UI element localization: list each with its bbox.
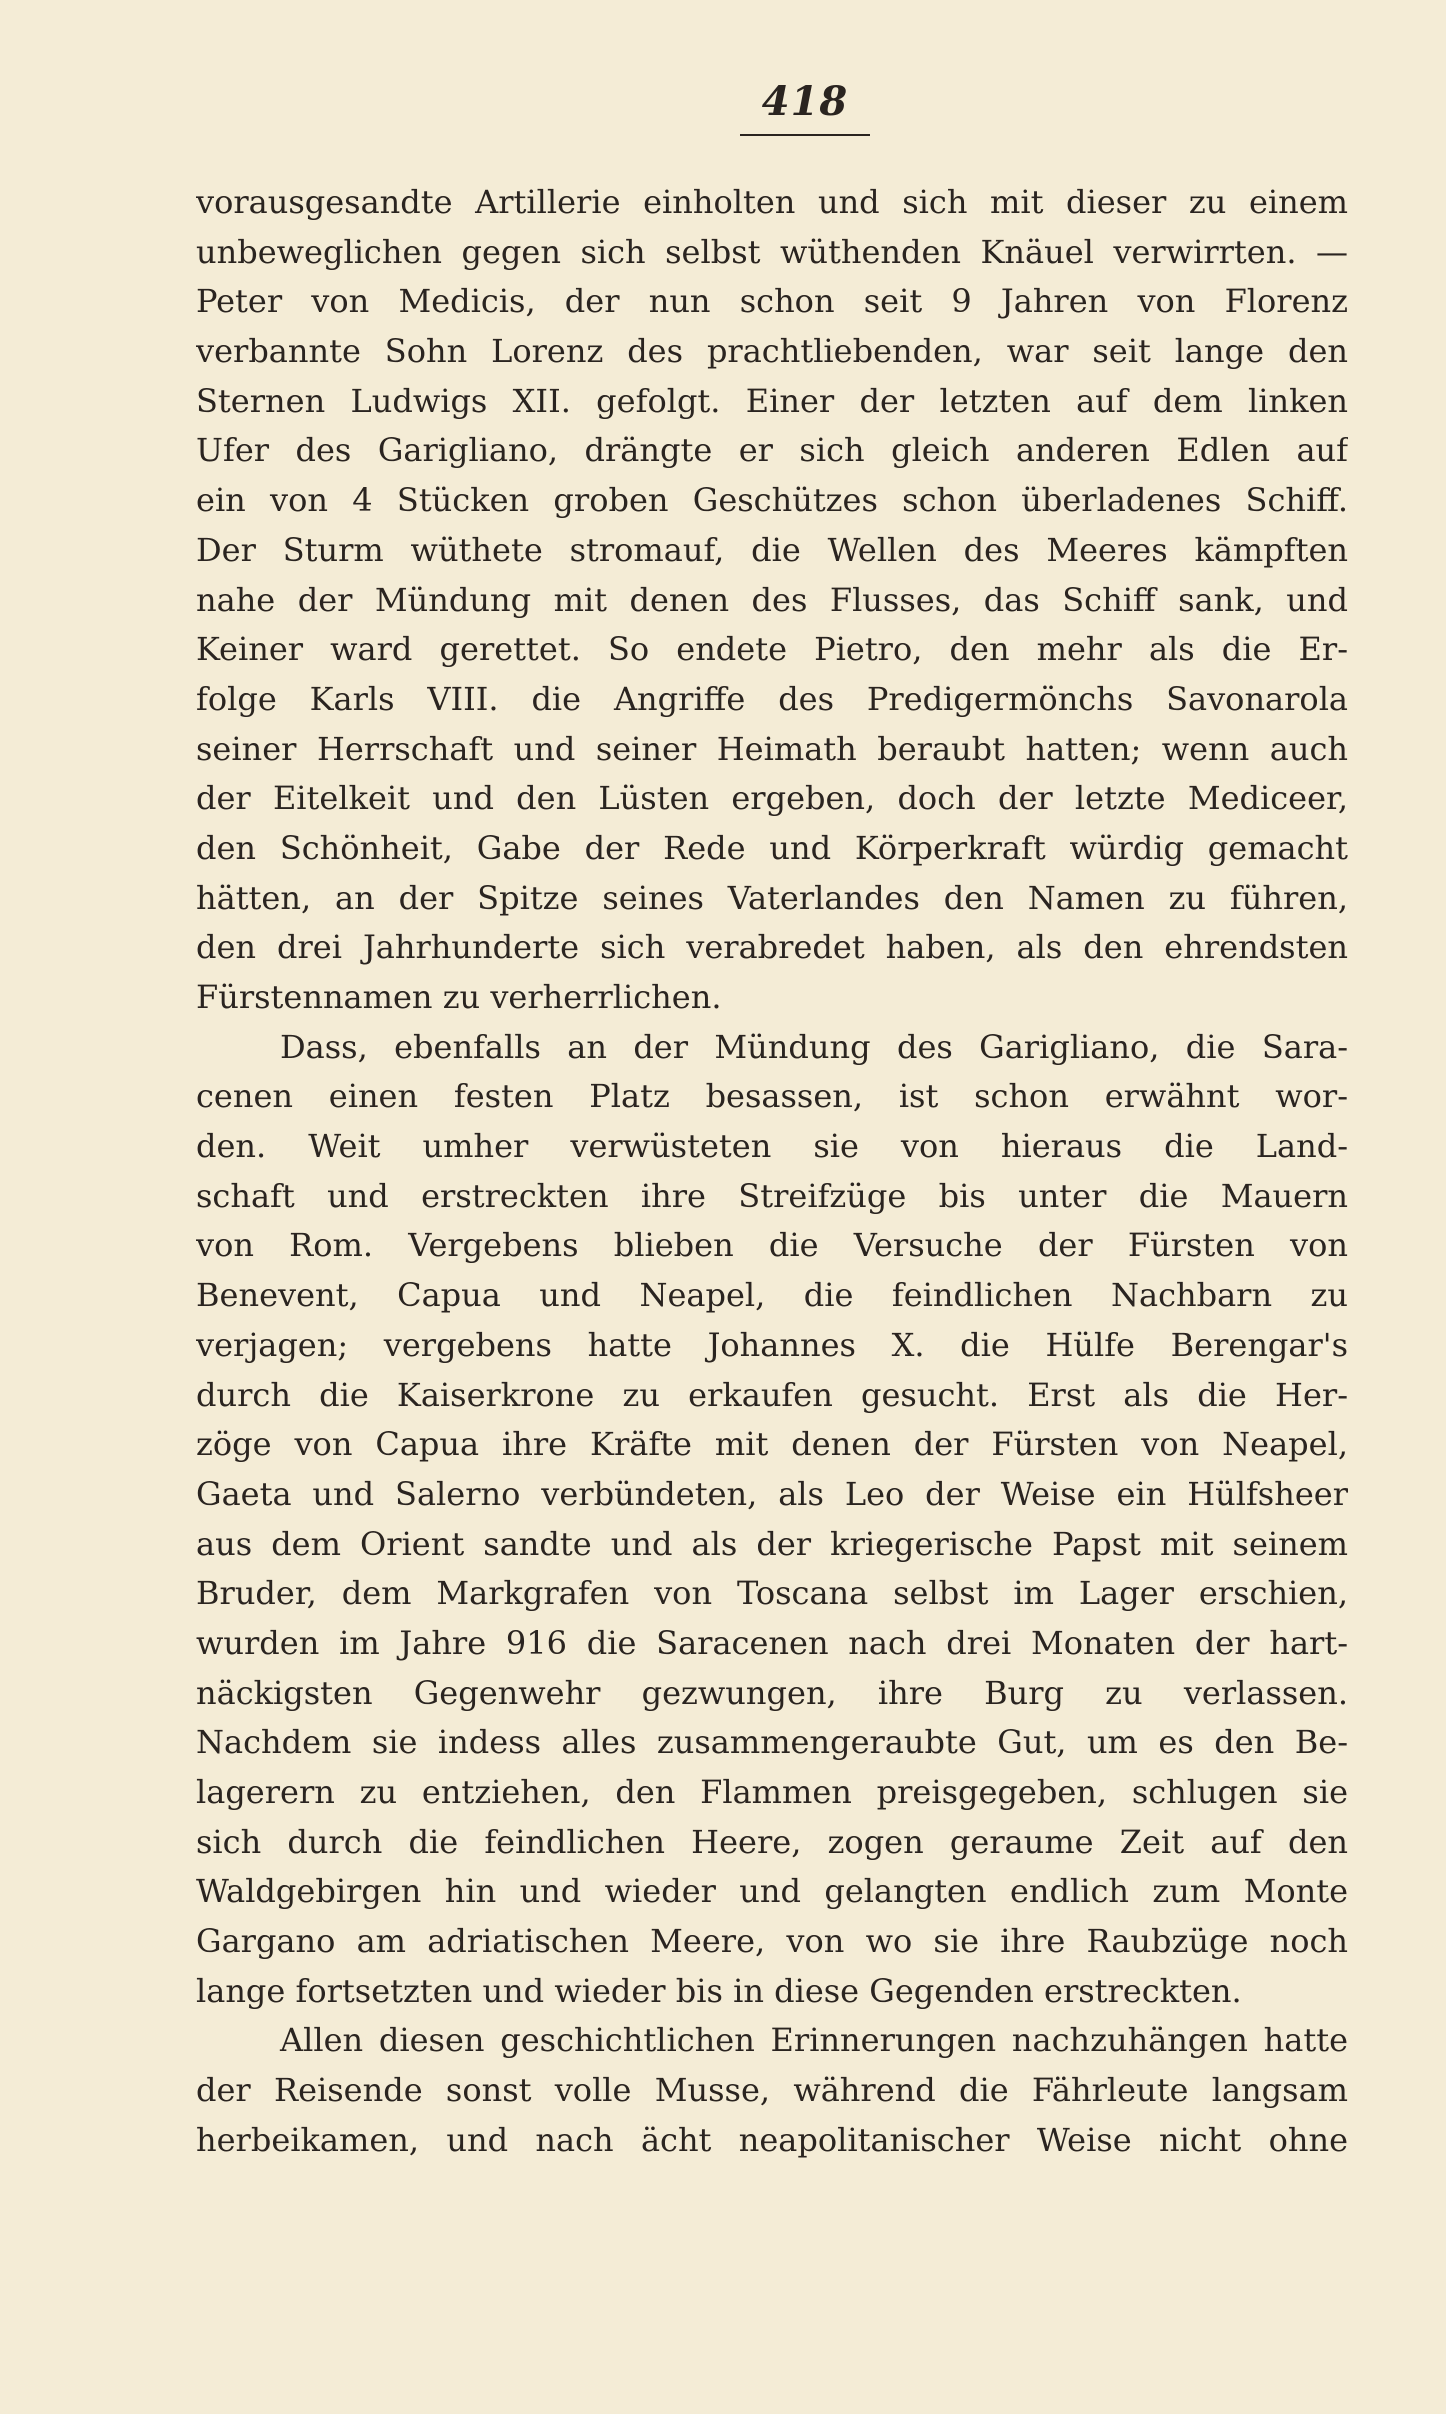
text-line: Benevent, Capua und Neapel, die feindlichen Nachbarn zu <box>196 1276 1348 1315</box>
text-line: Gargano am adriatischen Meere, von wo sie ihre Raubzüge noch <box>196 1922 1348 1961</box>
text-line: Gaeta und Salerno verbündeten, als Leo der Weise ein Hülfsheer <box>196 1474 1348 1513</box>
text-line: näckigsten Gegenwehr gezwungen, ihre Burg zu verlassen. <box>196 1673 1348 1712</box>
paragraph-start-line: Dass, ebenfalls an der Mündung des Garigliano, die Sara- <box>280 1027 1348 1066</box>
text-line: den drei Jahrhunderte sich verabredet haben, als den ehrendsten <box>196 928 1348 967</box>
text-line: Bruder, dem Markgrafen von Toscana selbst im Lager erschien, <box>196 1574 1348 1613</box>
text-line: ein von 4 Stücken groben Geschützes schon überladenes Schiff. <box>196 481 1348 520</box>
text-line: Peter von Medicis, der nun schon seit 9 Jahren von Florenz <box>196 282 1348 321</box>
text-line: Nachdem sie indess alles zusammengeraubte Gut, um es den Be- <box>196 1723 1348 1762</box>
text-line: hätten, an der Spitze seines Vaterlandes den Namen zu führen, <box>196 878 1348 917</box>
page-header <box>740 78 870 136</box>
text-line: sich durch die feindlichen Heere, zogen geraume Zeit auf den <box>196 1822 1348 1861</box>
text-line: aus dem Orient sandte und als der kriegerische Papst mit seinem <box>196 1524 1348 1563</box>
text-line: seiner Herrschaft und seiner Heimath beraubt hatten; wenn auch <box>196 729 1348 768</box>
text-line: Ufer des Garigliano, drängte er sich gleich anderen Edlen auf <box>196 431 1348 470</box>
text-line: schaft und erstreckten ihre Streifzüge bis unter die Mauern <box>196 1176 1348 1215</box>
text-line: Keiner ward gerettet. So endete Pietro, den mehr als die Er- <box>196 630 1348 669</box>
text-line: vorausgesandte Artillerie einholten und sich mit dieser zu einem <box>196 183 1348 221</box>
text-line: den. Weit umher verwüsteten sie von hieraus die Land- <box>196 1127 1348 1166</box>
page-number: 418 <box>761 78 849 125</box>
text-line: lagerern zu entziehen, den Flammen preisgegeben, schlugen sie <box>196 1773 1348 1811</box>
text-line: Der Sturm wüthete stromauf, die Wellen des Meeres kämpften <box>196 530 1348 569</box>
text-line: zöge von Capua ihre Kräfte mit denen der Fürsten von Neapel, <box>196 1425 1348 1464</box>
text-line: der Eitelkeit und den Lüsten ergeben, doch der letzte Mediceer, <box>196 779 1348 818</box>
text-line: cenen einen festen Platz besassen, ist schon erwähnt wor- <box>196 1077 1348 1116</box>
text-line: folge Karls VIII. die Angriffe des Predigermönchs Savonarola <box>196 679 1348 718</box>
text-line: Sternen Ludwigs XII. gefolgt. Einer der letzten auf dem linken <box>196 381 1348 420</box>
paragraph-end-line: Fürstennamen zu verherrlichen. <box>196 978 722 1016</box>
header-rule <box>740 134 870 136</box>
text-line: unbeweglichen gegen sich selbst wüthenden Knäuel verwirrten. — <box>196 232 1348 271</box>
text-line: verjagen; vergebens hatte Johannes X. die Hülfe Berengar's <box>196 1325 1348 1364</box>
text-line: Waldgebirgen hin und wieder und gelangten endlich zum Monte <box>196 1872 1348 1911</box>
text-line: wurden im Jahre 916 die Saracenen nach drei Monaten der hart- <box>196 1623 1348 1662</box>
text-line: durch die Kaiserkrone zu erkaufen gesucht. Erst als die Her- <box>196 1375 1348 1414</box>
text-line: der Reisende sonst volle Musse, während die Fährleute langsam <box>196 2071 1348 2110</box>
paragraph-start-line: Allen diesen geschichtlichen Erinnerungen nachzuhängen hatte <box>280 2021 1348 2060</box>
text-line: nahe der Mündung mit denen des Flusses, das Schiff sank, und <box>196 580 1348 619</box>
text-line: herbeikamen, und nach ächt neapolitanischer Weise nicht ohne <box>196 2120 1348 2159</box>
paragraph-end-line: lange fortsetzten und wieder bis in diese Gegenden erstreckten. <box>196 1971 1242 2010</box>
text-line: den Schönheit, Gabe der Rede und Körperkraft würdig gemacht <box>196 828 1348 867</box>
text-line: von Rom. Vergebens blieben die Versuche der Fürsten von <box>196 1226 1348 1265</box>
text-line: verbannte Sohn Lorenz des prachtliebenden, war seit lange den <box>196 332 1348 371</box>
body-text <box>196 178 1348 2166</box>
